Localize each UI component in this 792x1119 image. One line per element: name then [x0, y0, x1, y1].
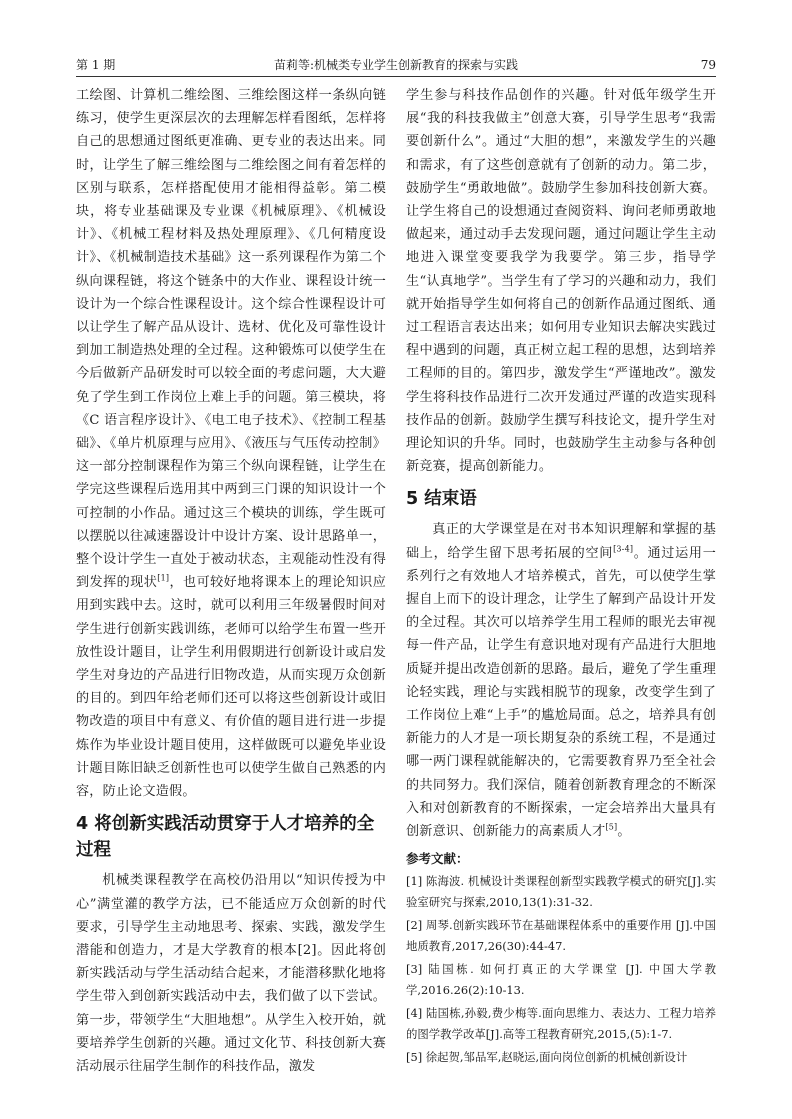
left-column	[76, 84, 386, 1078]
reference-item: [1] 陈海波. 机械设计类课程创新型实践教学模式的研究[J].实验室研究与探索,2010,13(1):31-32.	[406, 874, 716, 909]
body-paragraph: 真正的大学课堂是在对书本知识理解和掌握的基础上，给学生留下思考拓展的空间[3-4]。通过运用一系列行之有效地人才培养模式，首先，可以使学生掌握自上而下的设计理念，让学生了解到产品设计开发的全过程。其次可以培养学生用工程师的眼光去审视每一件产品，让学生有意识地对现有产品进行大胆地质疑并提出改造创新的思路。最后，避免了学生重理论轻实践，理论与实践相脱节的现象，改变学生到了工作岗位上难“上手”的尴尬局面。总之，培养具有创新能力的人才是一项长期复杂的系统工程，不是通过哪一两门课程就能解决的，它需要教育界乃至全社会的共同努力。我们深信，随着创新教育理念的不断深入和对创新教育的不断探索，一定会培养出大量具有创新意识、创新能力的高素质人才[5]。	[406, 522, 717, 840]
body-paragraph: 工绘图、计算机二维绘图、三维绘图这样一条纵向链练习，使学生更深层次的去理解怎样看图纸，怎样将自己的思想通过图纸更准确、更专业的表达出来。同时，让学生了解三维绘图与二维绘图之间有着怎样的区别与联系，怎样搭配使用才能相得益彰。第二模块，将专业基础课及专业课《机械原理》、《机械设计》、《机械工程材料及热处理原理》、《几何精度设计》、《机械制造技术基础》这一系列课程作为第二个纵向课程链，将这个链条中的大作业、课程设计统一设计为一个综合性课程设计。这个综合性课程设计可以让学生了解产品从设计、选材、优化及可靠性设计到加工制造热处理的全过程。这种锻炼可以使学生在今后做新产品研发时可以较全面的考虑问题，大大避免了学生到工作岗位上难上手的问题。第三模块，将《C 语言程序设计》、《电工电子技术》、《控制工程基础》、《单片机原理与应用》、《液压与气压传动控制》这一部分控制课程作为第三个纵向课程链，让学生在学完这些课程后选用其中两到三门课的知识设计一个可控制的小作品。通过这三个模块的训练，学生既可以摆脱以往减速器设计中设计方案、设计思路单一，整个设计学生一直处于被动状态，主观能动性没有得到发挥的现状[1]，也可较好地将课本上的理论知识应用到实践中去。这时，就可以利用三年级暑假时间对学生进行创新实践训练，老师可以给学生布置一些开放性设计题目，让学生利用假期进行创新设计或启发学生对身边的产品进行旧物改造，从而实现万众创新的目的。到四年给老师们还可以将这些创新设计或旧物改造的项目中有意义、有价值的题目进行进一步提炼作为毕业设计题目使用，这样做既可以避免毕业设计题目陈旧缺乏创新性也可以使学生做自己熟悉的内容，防止论文造假。	[76, 88, 387, 800]
reference-list	[406, 871, 716, 1068]
page-number: 79	[700, 58, 716, 72]
section-heading-4: 4 将创新实践活动贯穿于人才培养的全过程	[76, 814, 375, 861]
reference-item: [4] 陆国栋,孙毅,费少梅等.面向思维力、表达力、工程力培养的图学教学改革[J].高等工程教育研究,2015,(5):1-7.	[406, 1006, 716, 1041]
body-paragraph: 机械类课程教学在高校仍沿用以“知识传授为中心”满堂灌的教学方法，已不能适应万众创新的时代要求，引导学生主动地思考、探索、实践，激发学生潜能和创造力，才是大学教育的根本[2]。因此将创新实践活动与学生活动结合起来，才能潜移默化地将学生带入到创新实践活动中去，我们做了以下尝试。第一步，带领学生“大胆地想”。从学生入校开始，就要培养学生创新的兴趣。通过文化节、科技创新大赛活动展示往届学生制作的科技作品，激发	[76, 873, 386, 1074]
running-header	[76, 54, 716, 77]
running-title: 苗莉等:机械类专业学生创新教育的探索与实践	[273, 58, 519, 72]
body-paragraph: 学生参与科技作品创作的兴趣。针对低年级学生开展“我的科技我做主”创意大赛，引导学生思考“我需要创新什么”。通过“大胆的想”，来激发学生的兴趣和需求，有了这些创意就有了创新的动力。第二步，鼓励学生“勇敢地做”。鼓励学生参加科技创新大赛。让学生将自己的设想通过查阅资料、询问老师勇敢地做起来，通过动手去发现问题，通过问题让学生主动地进入课堂变要我学为我要学。第三步，指导学生“认真地学”。当学生有了学习的兴趣和动力，我们就开始指导学生如何将自己的创新作品通过图纸、通过工程语言表达出来；如何用专业知识去解决实践过程中遇到的问题，真正树立起工程的思想，达到培养工程师的目的。第四步，激发学生“严谨地改”。激发学生将科技作品进行二次开发通过严谨的改造实现科技作品的创新。鼓励学生撰写科技论文，提升学生对理论知识的升华。同时，也鼓励学生主动参与各种创新竞赛，提高创新能力。	[406, 88, 716, 475]
right-column	[406, 84, 716, 1071]
reference-item: [2] 周琴.创新实践环节在基础课程体系中的重要作用 [J].中国地质教育,2017,26(30):44-47.	[406, 918, 716, 953]
issue-number: 第 1 期	[76, 58, 116, 72]
citation: [5]	[605, 822, 618, 832]
reference-item: [5] 徐起贺,邹品军,赵晓运,面向岗位创新的机械创新设计	[406, 1050, 688, 1065]
section-heading-5: 5 结束语	[406, 489, 477, 510]
citation: [3-4]	[613, 544, 634, 554]
references-heading: 参考文献：	[406, 851, 469, 867]
citation: [1]	[157, 573, 170, 583]
reference-item: [3] 陆国栋. 如何打真正的大学课堂 [J]. 中国大学教学,2016.26(2):10-13.	[406, 962, 716, 997]
